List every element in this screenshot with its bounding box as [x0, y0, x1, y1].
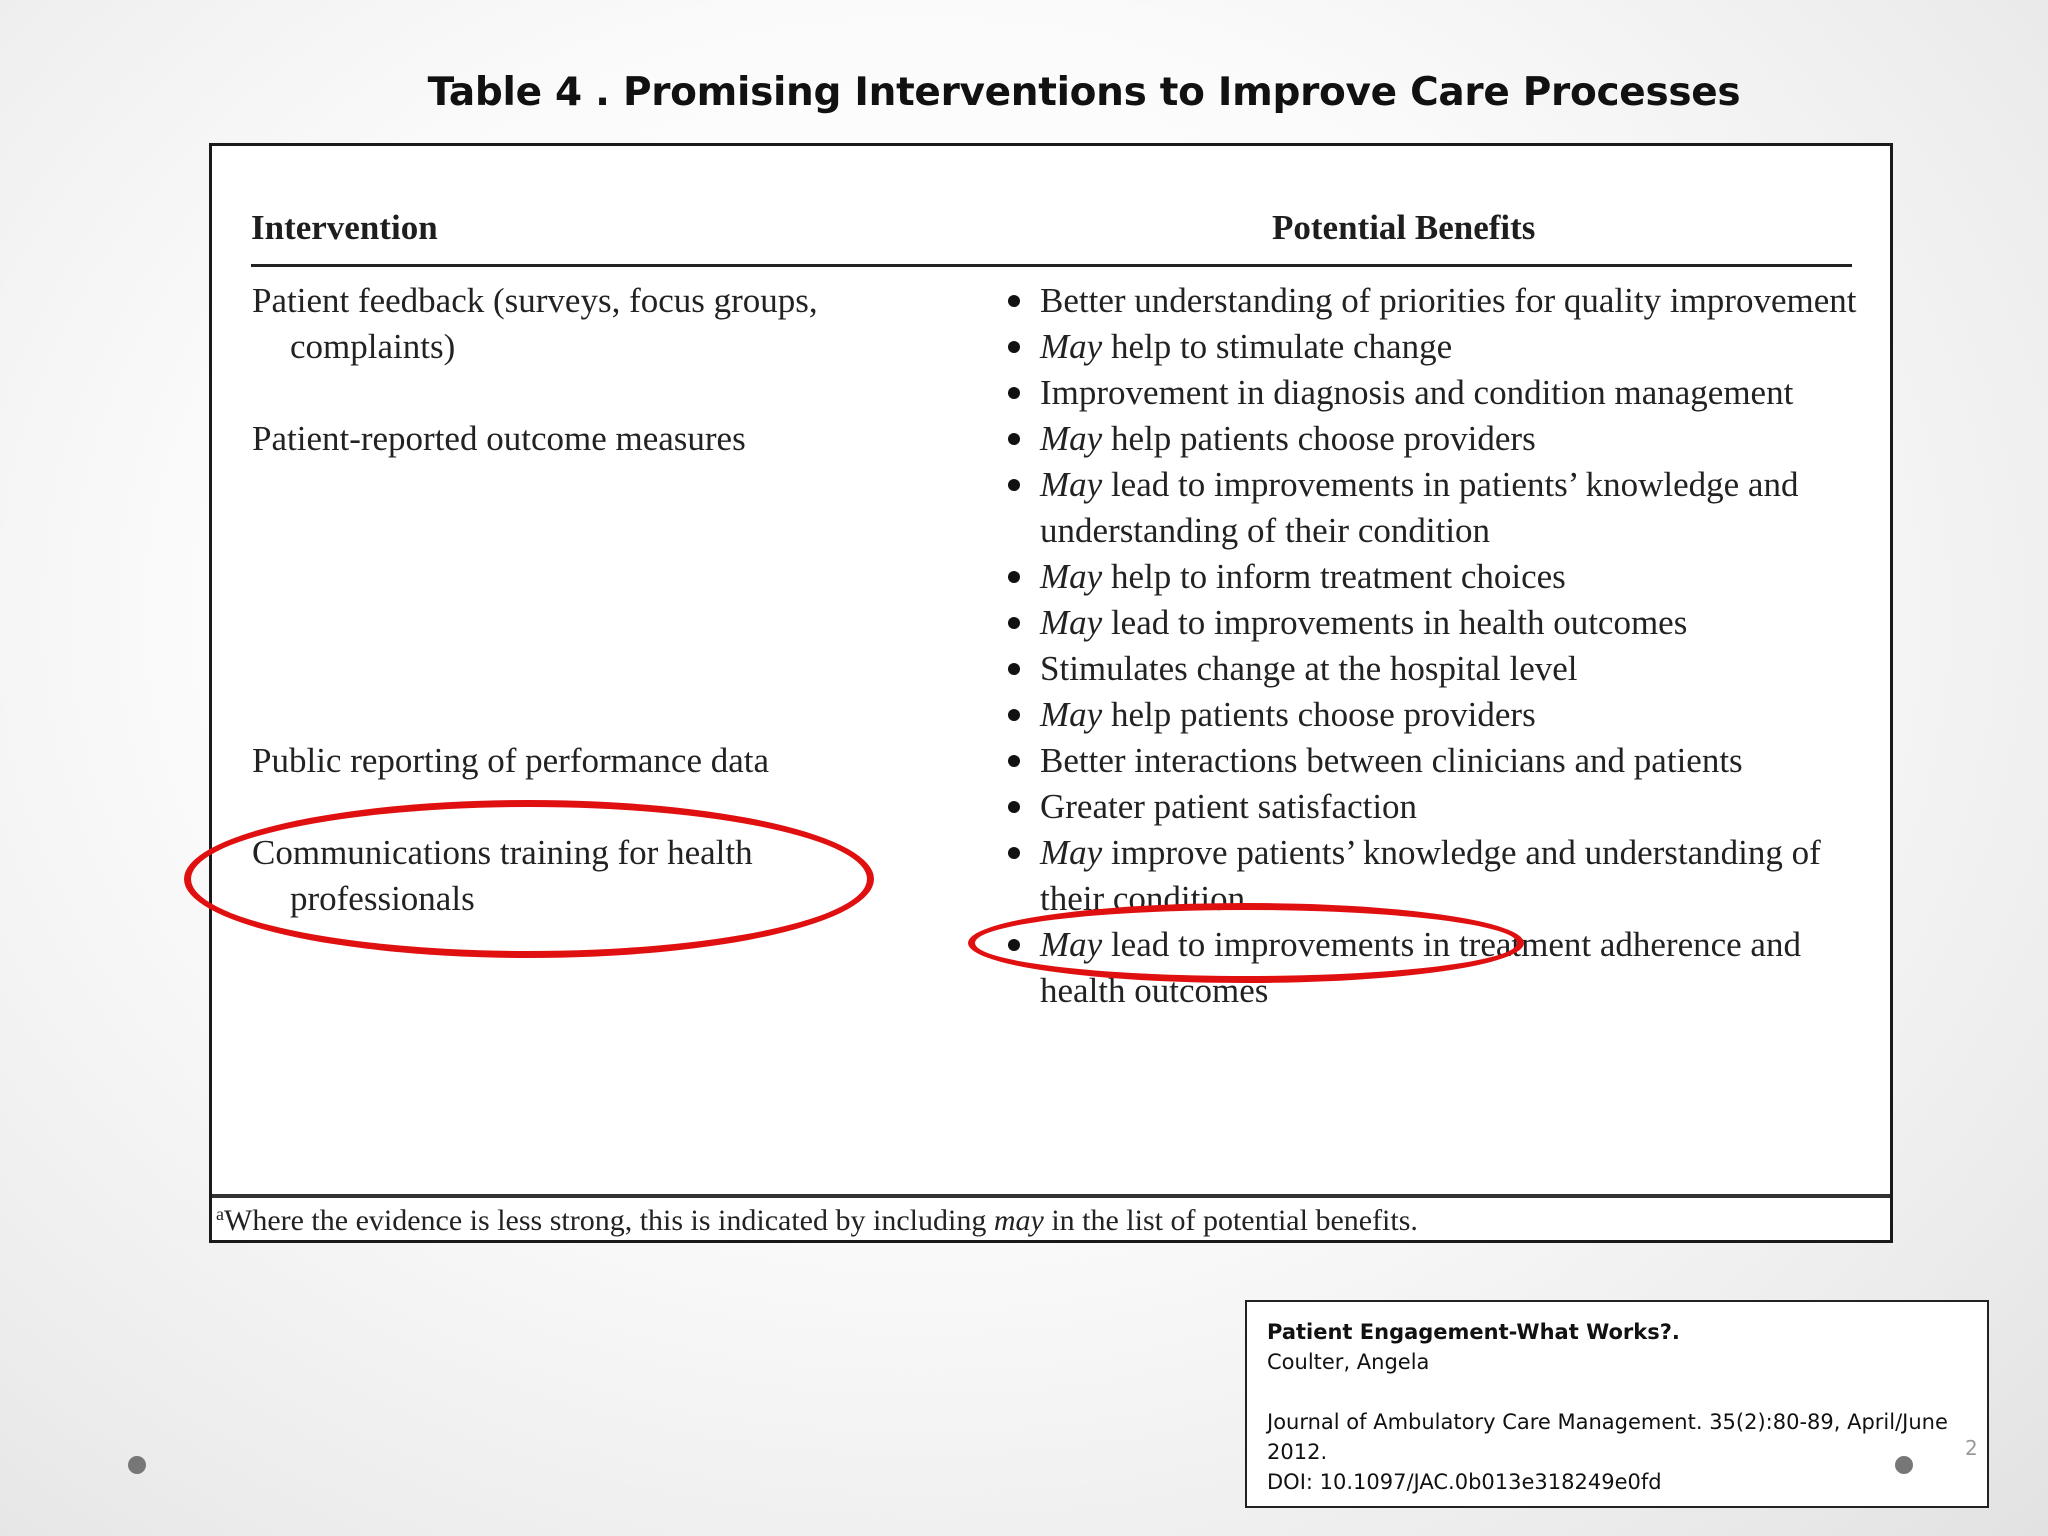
benefit-text: help patients choose providers — [1102, 419, 1536, 458]
benefit-text: help to stimulate change — [1102, 327, 1453, 366]
intervention-item: Patient feedback (surveys, focus groups, complaints) — [252, 281, 818, 366]
footnote-text: Where the evidence is less strong, this is indicated by including — [224, 1204, 994, 1237]
bullet-icon — [1008, 709, 1020, 721]
bullet-icon — [1008, 801, 1020, 813]
benefit-qualifier: May — [1040, 419, 1103, 458]
benefit-qualifier: May — [1040, 465, 1103, 504]
footnote-text-end: in the list of potential benefits. — [1043, 1204, 1418, 1237]
bullet-icon — [1008, 341, 1020, 353]
bullet-icon — [1008, 617, 1020, 629]
slide-nav-dot-left — [128, 1456, 146, 1474]
benefit-qualifier: May — [1040, 557, 1103, 596]
benefit-qualifier: May — [1040, 603, 1103, 642]
citation-journal: Journal of Ambulatory Care Management. 35(2):80-89, April/June — [1267, 1410, 1948, 1434]
intervention-item: Communications training for health professionals — [252, 833, 753, 918]
benefit-qualifier: May — [1040, 833, 1103, 872]
benefit-text: Stimulates change at the hospital level — [1040, 649, 1578, 688]
benefit-qualifier: May — [1040, 695, 1103, 734]
highlight-circle-patient-satisfaction — [968, 903, 1524, 983]
benefit-text: Better understanding of priorities for quality improvement — [1040, 281, 1857, 320]
benefit-text: improve patients’ knowledge and understanding of their condition — [1040, 833, 1821, 918]
benefit-item — [1002, 370, 1862, 416]
bullet-icon — [1008, 387, 1020, 399]
citation-author: Coulter, Angela — [1267, 1350, 1430, 1374]
table-footnote — [216, 1204, 1418, 1238]
benefit-item — [1002, 692, 1862, 738]
slide-nav-dot-right — [1895, 1456, 1913, 1474]
bullet-icon — [1008, 847, 1020, 859]
benefit-item — [1002, 554, 1862, 600]
page-number: 2 — [1965, 1436, 1978, 1460]
header-intervention: Intervention — [251, 208, 438, 247]
bullet-icon — [1008, 755, 1020, 767]
benefit-item — [1002, 600, 1862, 646]
benefit-item — [1002, 278, 1862, 324]
citation-box — [1245, 1300, 1989, 1508]
intervention-item: Patient-reported outcome measures — [252, 419, 746, 458]
benefit-text: help to inform treatment choices — [1102, 557, 1566, 596]
interventions-table — [209, 143, 1893, 1243]
bullet-icon — [1008, 433, 1020, 445]
benefit-text: Greater patient satisfaction — [1040, 787, 1418, 826]
bullet-icon — [1008, 479, 1020, 491]
benefit-text: lead to improvements in patients’ knowledge and understanding of their condition — [1040, 465, 1799, 550]
citation-journal-year: 2012. — [1267, 1440, 1328, 1464]
table-bottom-rule — [212, 1194, 1890, 1198]
benefit-item — [1002, 646, 1862, 692]
benefit-text: lead to improvements in treatment adherence and health outcomes — [1040, 925, 1801, 1010]
slide-title: Table 4 . Promising Interventions to Improve Care Processes — [427, 70, 1741, 115]
benefit-list — [1002, 278, 1862, 1014]
header-rule — [251, 264, 1852, 267]
benefit-item — [1002, 738, 1862, 784]
bullet-icon — [1008, 663, 1020, 675]
benefit-item — [1002, 462, 1862, 554]
bullet-icon — [1008, 295, 1020, 307]
bullet-icon — [1008, 571, 1020, 583]
benefit-text: Improvement in diagnosis and condition management — [1040, 373, 1794, 412]
benefit-item — [1002, 784, 1862, 830]
benefit-item — [1002, 324, 1862, 370]
citation-doi: DOI: 10.1097/JAC.0b013e318249e0fd — [1267, 1470, 1662, 1494]
benefit-qualifier: May — [1040, 925, 1103, 964]
intervention-item: Public reporting of performance data — [252, 741, 770, 780]
citation-title: Patient Engagement-What Works?. — [1267, 1320, 1680, 1344]
benefit-text: lead to improvements in health outcomes — [1102, 603, 1688, 642]
benefit-qualifier: May — [1040, 327, 1103, 366]
header-potential-benefits: Potential Benefits — [1272, 208, 1536, 247]
benefit-item — [1002, 416, 1862, 462]
highlight-circle-communications-training — [184, 800, 874, 958]
benefit-text: Better interactions between clinicians and patients — [1040, 741, 1743, 780]
footnote-marker: a — [216, 1204, 224, 1224]
footnote-emphasis: may — [993, 1204, 1044, 1237]
benefit-text: help patients choose providers — [1102, 695, 1536, 734]
